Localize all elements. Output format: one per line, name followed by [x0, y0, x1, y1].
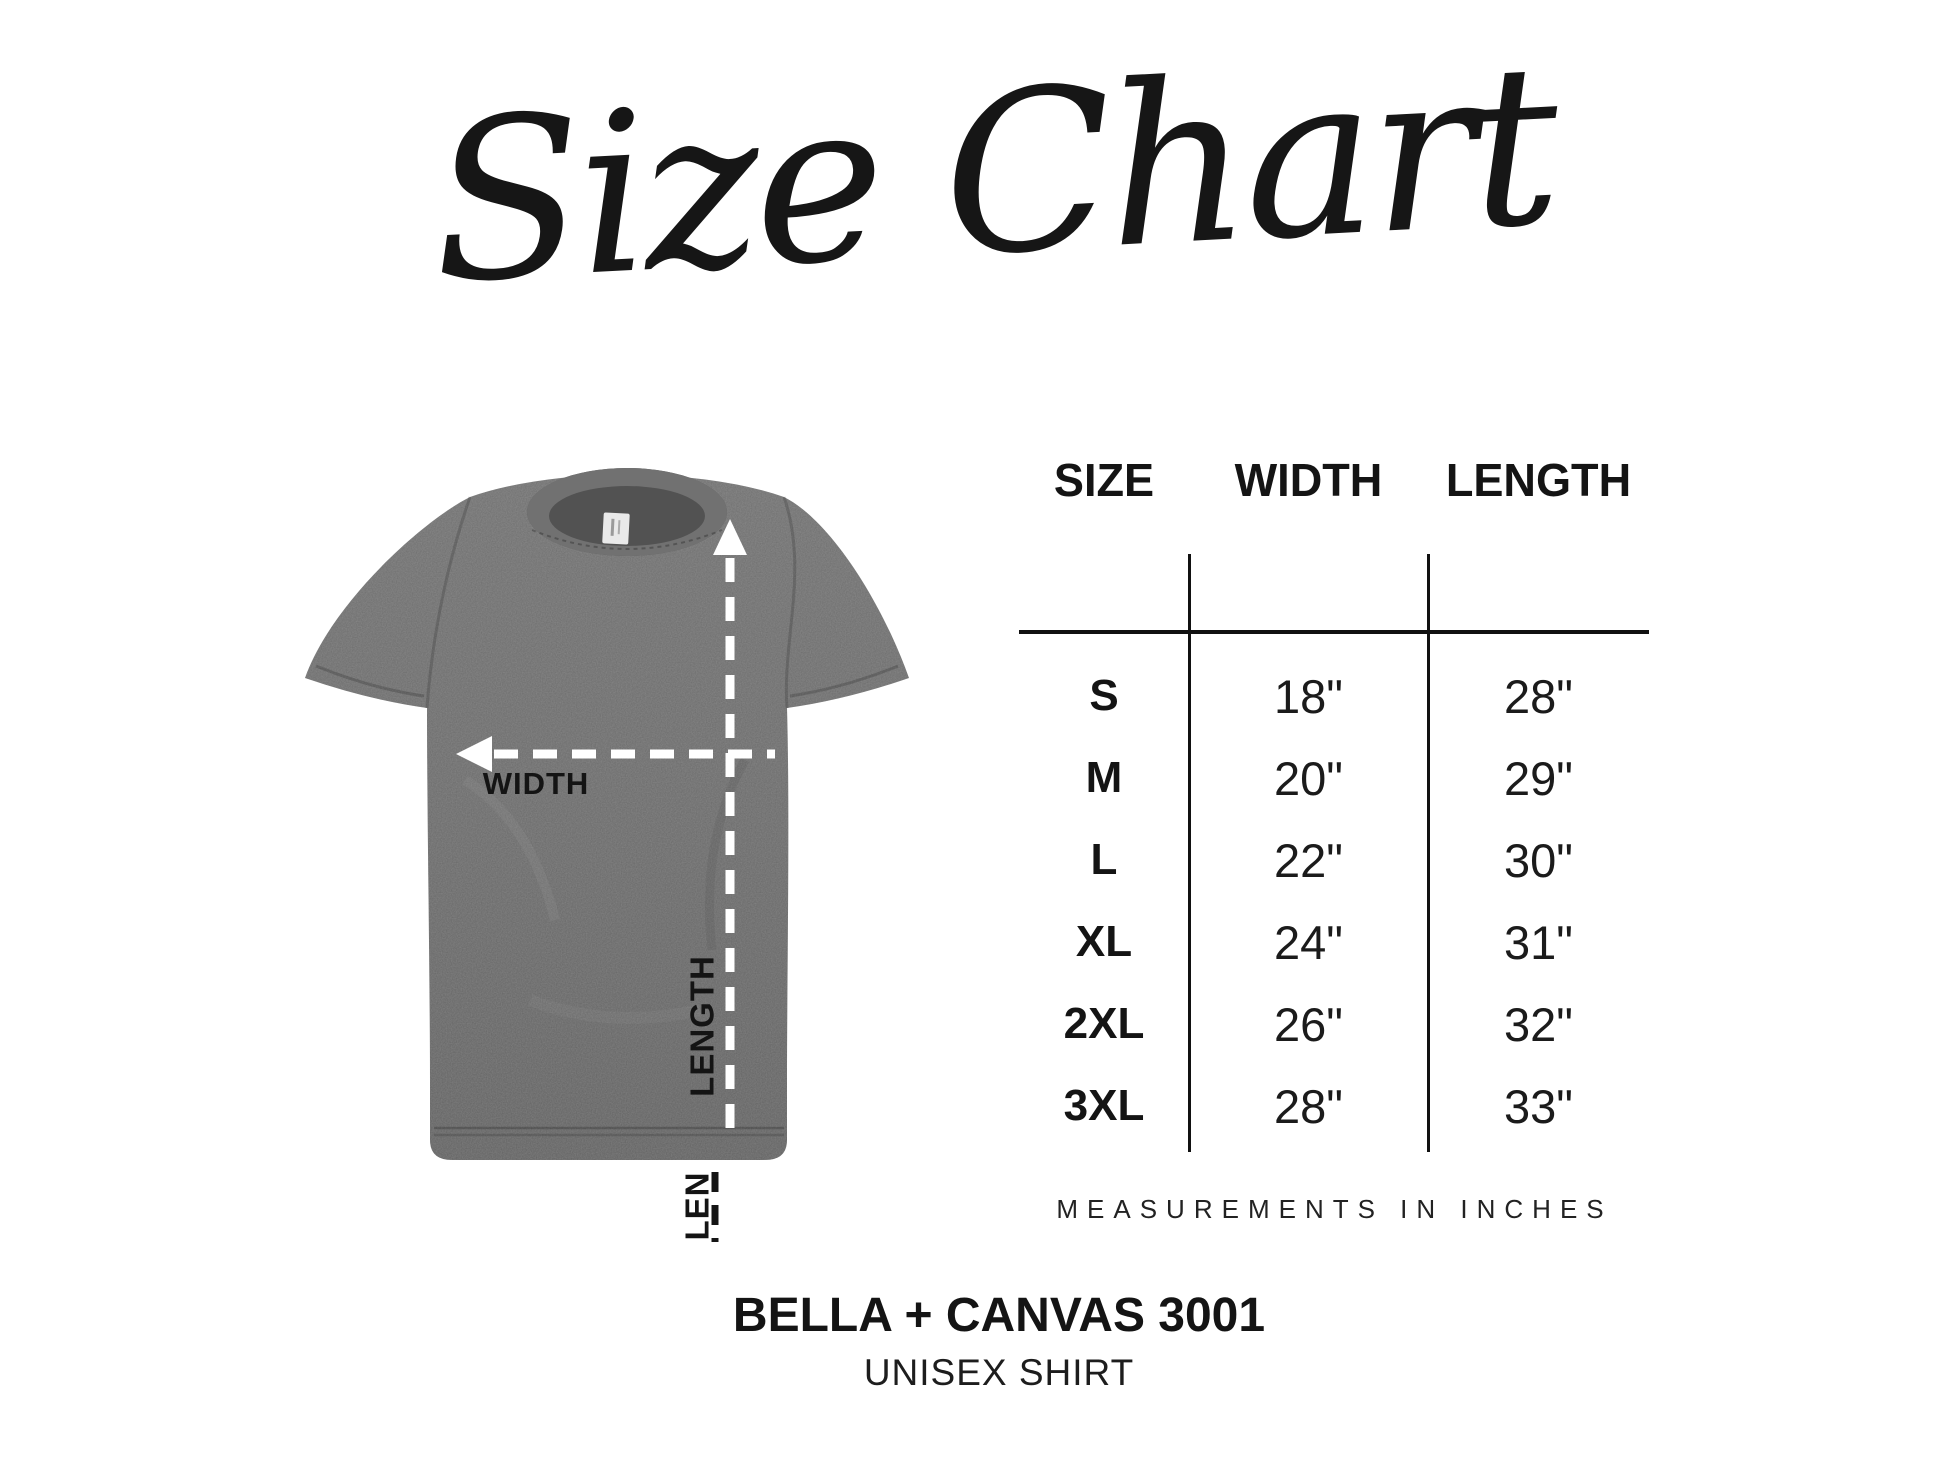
cell-size: 2XL — [1063, 999, 1145, 1048]
col-header-size: SIZE — [1053, 454, 1155, 506]
cell-length: 33" — [1504, 1079, 1573, 1133]
cell-size: L — [1090, 835, 1118, 884]
cell-size: M — [1085, 753, 1123, 802]
cell-length: 28" — [1504, 669, 1573, 723]
tshirt-body — [305, 474, 909, 1160]
cell-width: 20" — [1274, 751, 1343, 805]
table-row — [1019, 655, 1649, 737]
cell-length: 31" — [1504, 915, 1573, 969]
cell-length: 30" — [1504, 833, 1573, 887]
cell-size: S — [1089, 671, 1119, 720]
table-row — [1019, 983, 1649, 1065]
width-label: WIDTH — [482, 766, 590, 801]
table-horizontal-rule — [1019, 630, 1649, 634]
tshirt-collar — [527, 468, 727, 556]
cell-length: 29" — [1504, 751, 1573, 805]
product-name: BELLA + CANVAS 3001 — [732, 1289, 1266, 1342]
length-label: LENGTH — [683, 955, 721, 1097]
cell-width: 18" — [1274, 669, 1343, 723]
measurements-note: MEASUREMENTS IN INCHES — [1056, 1194, 1613, 1224]
cell-size: 3XL — [1063, 1081, 1145, 1130]
collar-tag — [602, 512, 630, 544]
cell-length: 32" — [1504, 997, 1573, 1051]
size-table-body — [1019, 655, 1649, 1147]
tshirt-diagram — [230, 380, 990, 1260]
table-row — [1019, 901, 1649, 983]
cell-size: XL — [1075, 917, 1133, 966]
page-title: Size Chart — [425, 16, 1560, 334]
table-header-row — [1019, 452, 1649, 508]
table-row — [1019, 737, 1649, 819]
table-row — [1019, 819, 1649, 901]
table-row — [1019, 1065, 1649, 1147]
product-type: UNISEX SHIRT — [863, 1352, 1135, 1393]
cell-width: 26" — [1274, 997, 1343, 1051]
cell-width: 24" — [1274, 915, 1343, 969]
col-header-length: LENGTH — [1445, 454, 1632, 506]
cell-width: 28" — [1274, 1079, 1343, 1133]
length-label-partial: LEN — [678, 1171, 716, 1241]
col-header-width: WIDTH — [1234, 454, 1383, 506]
cell-width: 22" — [1274, 833, 1343, 887]
